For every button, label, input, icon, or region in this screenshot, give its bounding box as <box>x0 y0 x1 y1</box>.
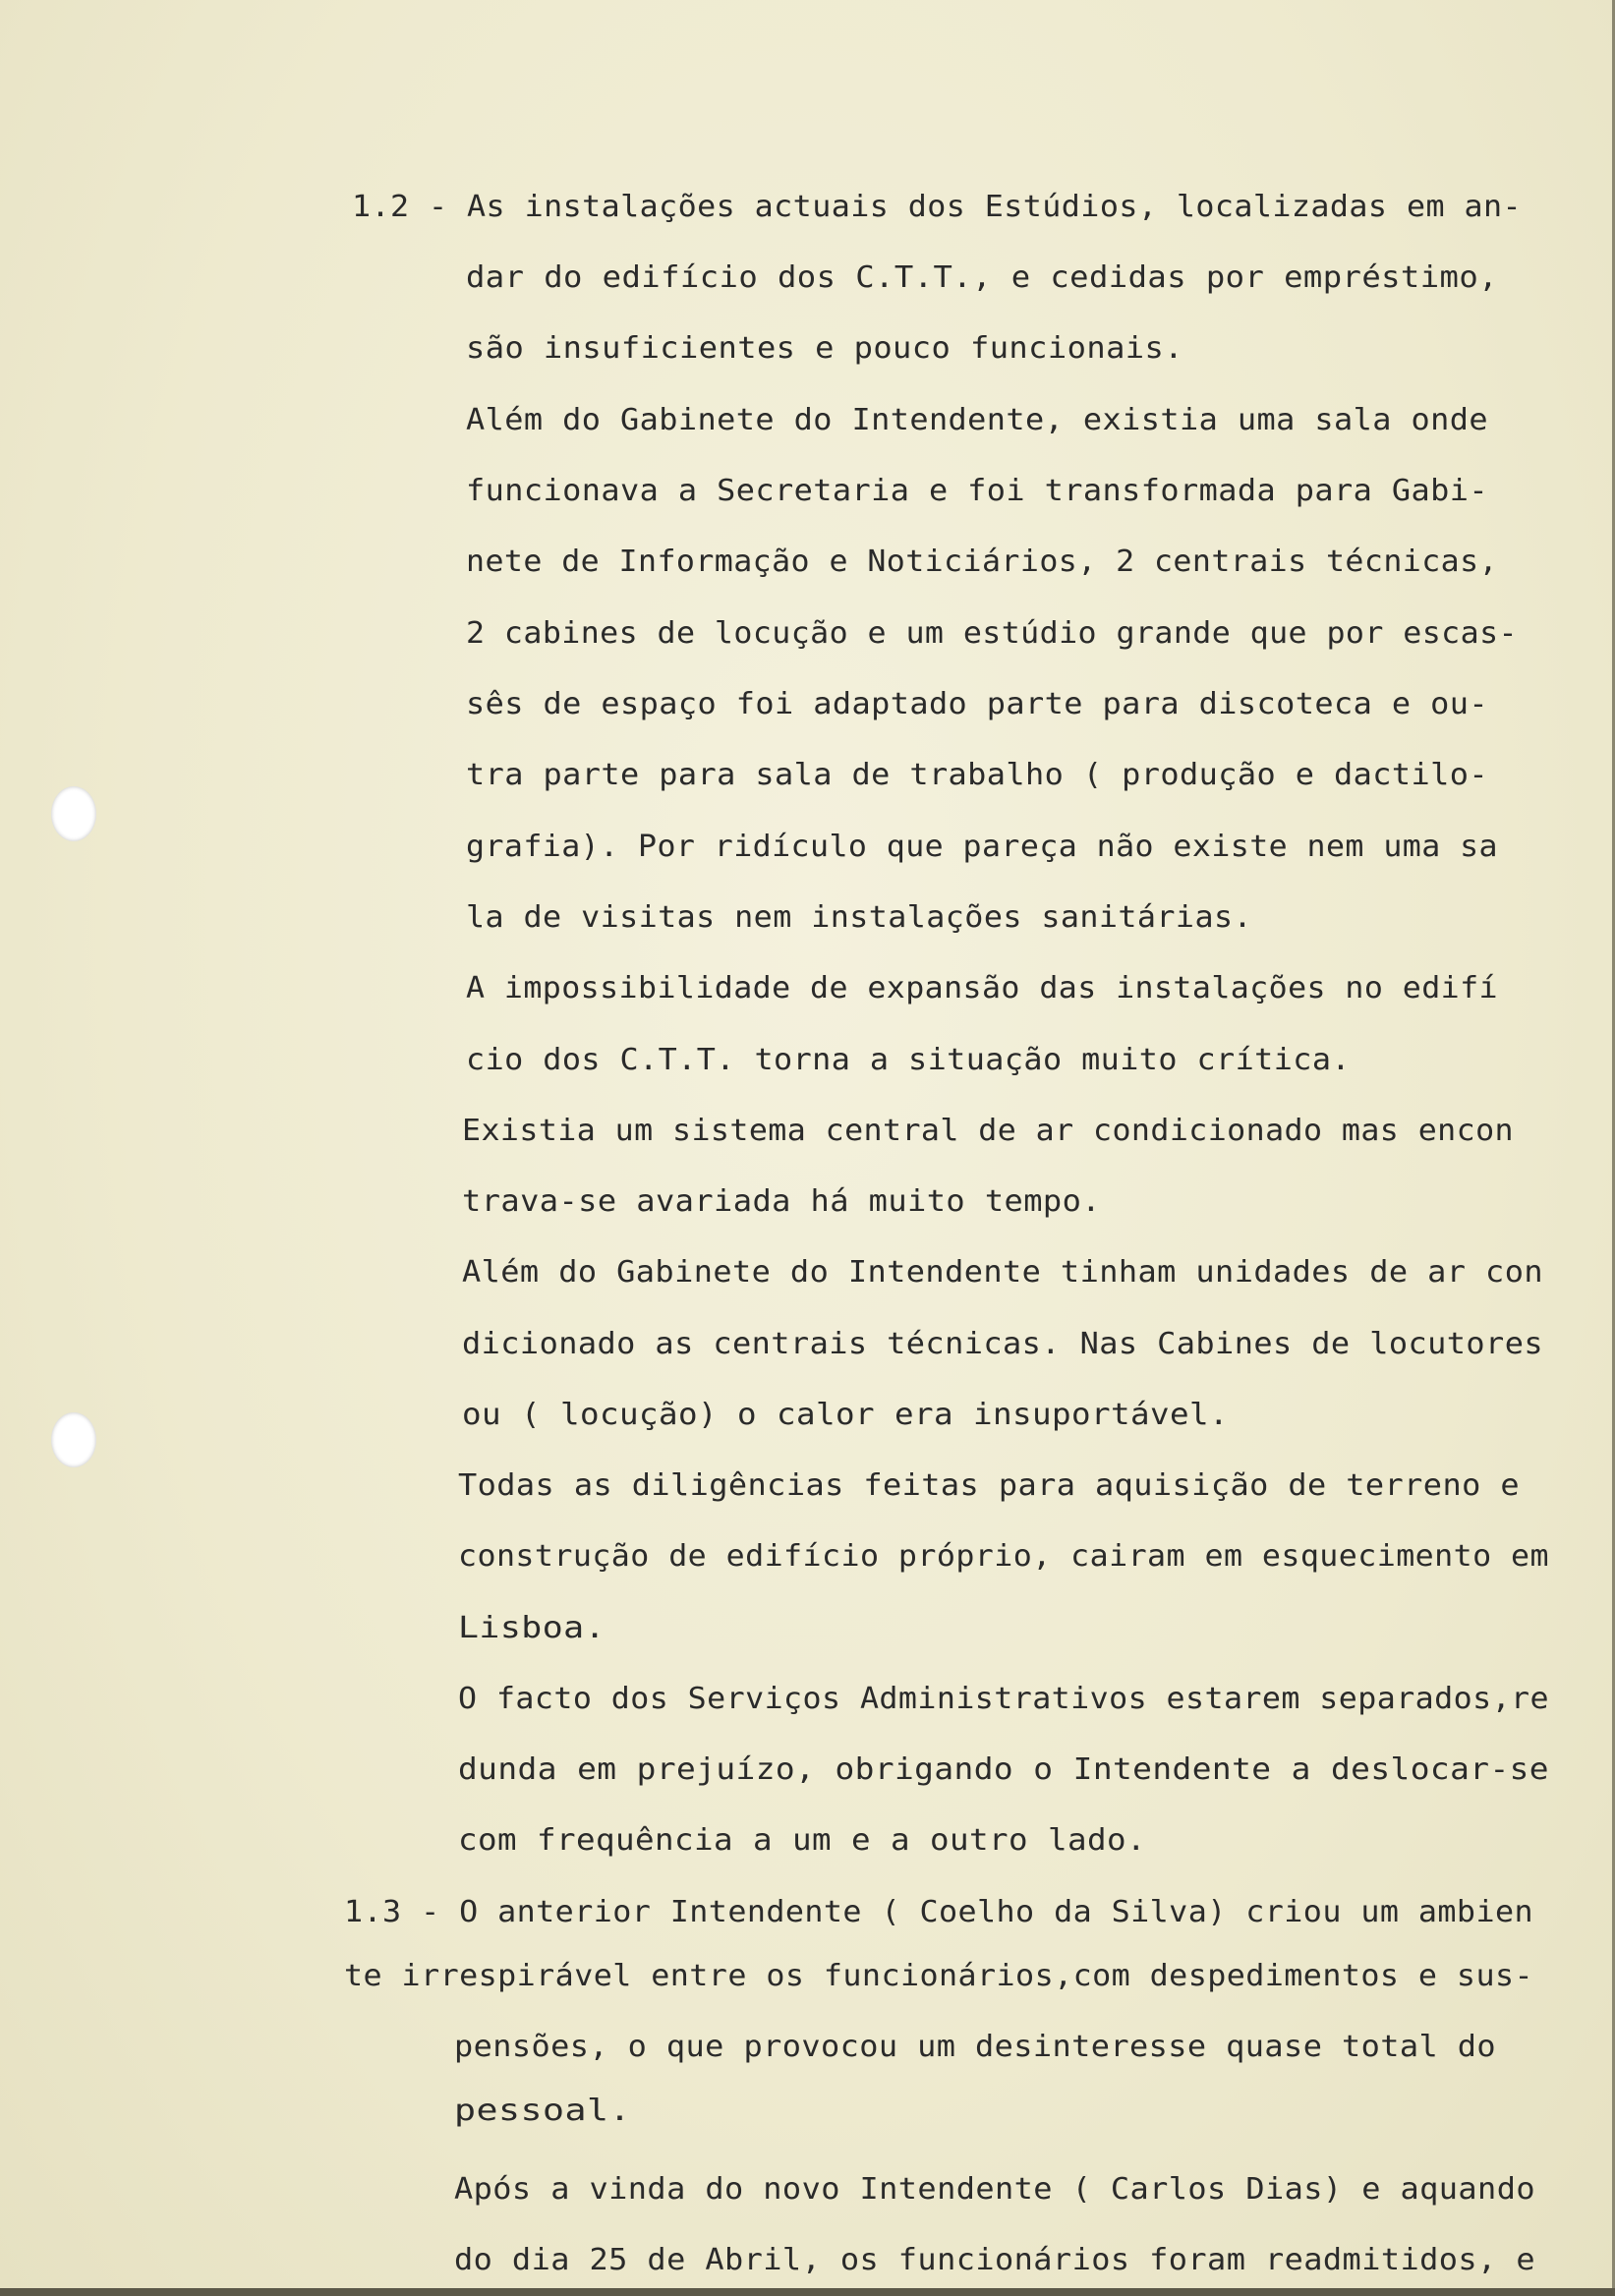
text-line: te irrespirável entre os funcionários,com despedimentos e sus- <box>344 1959 1533 1993</box>
punch-hole-top <box>51 786 96 841</box>
text-line: construção de edifício próprio, cairam em esquecimento em <box>458 1539 1549 1574</box>
text-line: tra parte para sala de trabalho ( produção e dactilo- <box>466 758 1488 792</box>
text-line: Todas as diligências feitas para aquisição de terreno e <box>458 1468 1520 1503</box>
text-line: com frequência a um e a outro lado. <box>458 1823 1146 1858</box>
text-line: 1.3 - O anterior Intendente ( Coelho da Silva) criou um ambien <box>344 1895 1533 1929</box>
text-line: funcionava a Secretaria e foi transformada para Gabi- <box>466 474 1488 508</box>
text-line: sês de espaço foi adaptado parte para discoteca e ou- <box>466 687 1488 721</box>
text-line: O facto dos Serviços Administrativos estarem separados,re <box>458 1682 1549 1716</box>
scan-background-strip <box>0 2288 1615 2296</box>
text-line: 2 cabines de locução e um estúdio grande que por escas- <box>466 616 1518 651</box>
text-line: do dia 25 de Abril, os funcionários foram readmitidos, e <box>454 2243 1535 2277</box>
text-line: ou ( locução) o calor era insuportável. <box>462 1398 1229 1432</box>
text-line: cio dos C.T.T. torna a situação muito crítica. <box>466 1043 1351 1077</box>
text-line: são insuficientes e pouco funcionais. <box>466 331 1183 366</box>
text-line: nete de Informação e Noticiários, 2 centrais técnicas, <box>466 545 1498 579</box>
text-line: pensões, o que provocou um desinteresse quase total do <box>454 2030 1496 2064</box>
text-line: 1.2 - As instalações actuais dos Estúdios, localizadas em an- <box>352 190 1522 224</box>
text-line: pessoal. <box>454 2094 631 2128</box>
punch-hole-bottom <box>51 1412 96 1467</box>
text-line: Existia um sistema central de ar condicionado mas encon <box>462 1114 1514 1148</box>
text-line: Lisboa. <box>458 1611 606 1645</box>
text-line: grafia). Por ridículo que pareça não existe nem uma sa <box>466 830 1498 864</box>
text-line: trava-se avariada há muito tempo. <box>462 1184 1101 1219</box>
text-line: Além do Gabinete do Intendente tinham unidades de ar con <box>462 1255 1543 1290</box>
text-line: Além do Gabinete do Intendente, existia uma sala onde <box>466 403 1488 437</box>
text-line: dunda em prejuízo, obrigando o Intendente a deslocar-se <box>458 1752 1549 1787</box>
text-line: A impossibilidade de expansão das instalações no edifí <box>466 971 1498 1005</box>
text-line: dicionado as centrais técnicas. Nas Cabines de locutores <box>462 1327 1543 1361</box>
text-line: Após a vinda do novo Intendente ( Carlos Dias) e aquando <box>454 2172 1535 2207</box>
text-line: dar do edifício dos C.T.T., e cedidas por empréstimo, <box>466 260 1498 295</box>
text-line: la de visitas nem instalações sanitárias. <box>466 900 1252 935</box>
